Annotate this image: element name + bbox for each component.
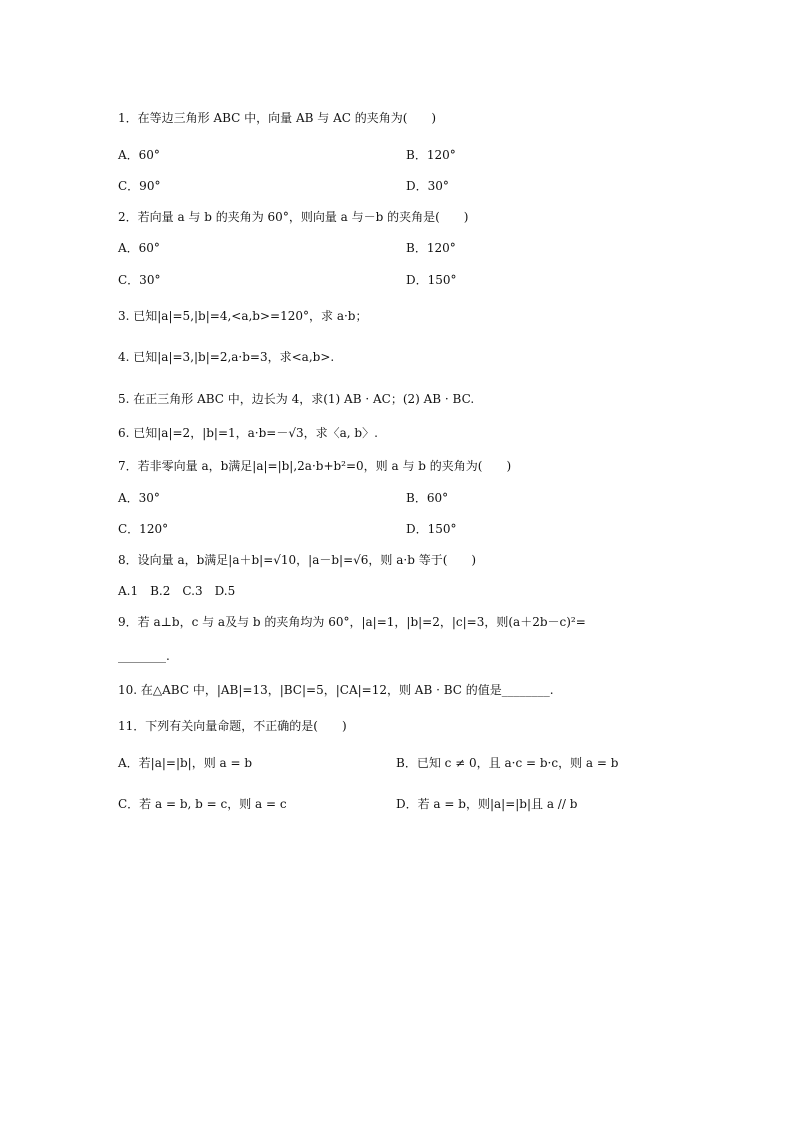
q1-option-c: C．90°: [118, 179, 161, 193]
question-10: 10. 在△ABC 中，|AB|=13，|BC|=5，|CA|=12，则 AB · BC 的值是________.: [118, 683, 554, 697]
q2-option-d: D．150°: [406, 273, 457, 287]
q7-option-c: C．120°: [118, 522, 169, 536]
q7-option-b: B．60°: [406, 491, 449, 505]
q7-option-d: D．150°: [406, 522, 457, 536]
question-2: 2．若向量 a 与 b 的夹角为 60°，则向量 a 与－b 的夹角是( ): [118, 210, 469, 224]
q1-option-a: A．60°: [118, 148, 160, 162]
question-11: 11．下列有关向量命题，不正确的是( ): [118, 719, 347, 733]
question-1: 1．在等边三角形 ABC 中，向量 AB 与 AC 的夹角为( ): [118, 111, 437, 125]
q11-option-d: D．若 a = b，则|a|=|b|且 a // b: [396, 797, 578, 811]
question-4: 4. 已知|a|=3,|b|=2,a·b=3，求<a,b>.: [118, 350, 335, 364]
q2-option-a: A．60°: [118, 241, 160, 255]
question-6: 6. 已知|a|=2，|b|=1，a·b=－√3，求〈a, b〉.: [118, 426, 378, 440]
question-9: 9．若 a⊥b，c 与 a及与 b 的夹角均为 60°，|a|=1，|b|=2，|c|=3，则(a＋2b－c)²=: [118, 615, 586, 629]
q2-option-c: C．30°: [118, 273, 161, 287]
question-3: 3. 已知|a|=5,|b|=4,<a,b>=120°，求 a·b；: [118, 309, 368, 323]
q9-answer-blank: ________.: [118, 649, 170, 663]
q11-option-a: A．若|a|=|b|，则 a = b: [118, 756, 253, 770]
q2-option-b: B．120°: [406, 241, 456, 255]
q11-option-b: B．已知 c ≠ 0，且 a·c = b·c，则 a = b: [396, 756, 619, 770]
q1-option-d: D．30°: [406, 179, 449, 193]
question-7: 7．若非零向量 a，b满足|a|=|b|,2a·b+b²=0，则 a 与 b 的夹角为( ): [118, 459, 512, 473]
question-8: 8．设向量 a，b满足|a＋b|=√10，|a－b|=√6，则 a·b 等于( ): [118, 553, 477, 567]
q1-option-b: B．120°: [406, 148, 456, 162]
question-5: 5. 在正三角形 ABC 中，边长为 4，求(1) AB · AC；(2) AB · BC.: [118, 392, 475, 406]
q8-options: A.1 B.2 C.3 D.5: [118, 584, 236, 598]
q7-option-a: A．30°: [118, 491, 160, 505]
q11-option-c: C．若 a = b, b = c，则 a = c: [118, 797, 287, 811]
